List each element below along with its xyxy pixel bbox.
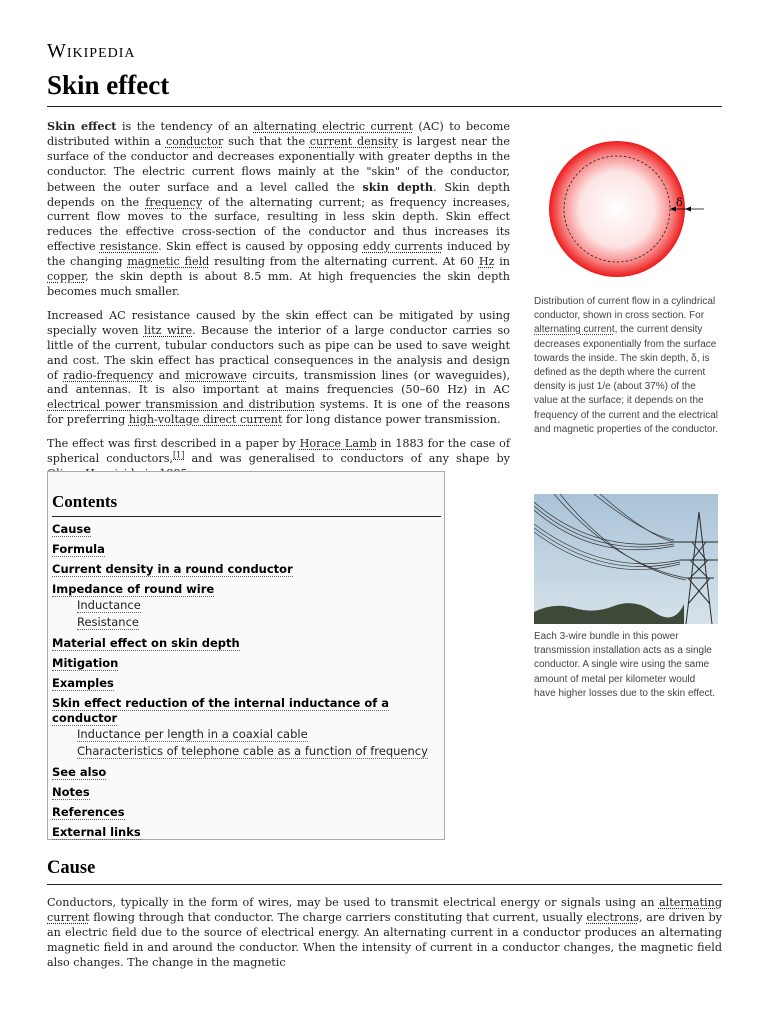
wiki-link[interactable]: electrons (586, 910, 639, 924)
wiki-link[interactable]: resistance (99, 240, 159, 254)
text-run: is the tendency of an (116, 120, 254, 133)
wiki-link[interactable]: alternating electric current (253, 120, 413, 133)
section-heading-cause: Cause (47, 858, 96, 878)
toc-item-label: Formula (52, 542, 105, 556)
text-run: in (494, 255, 510, 269)
conductor-cross-section-diagram[interactable] (534, 138, 718, 283)
text-run: flowing through that conductor. The charge carriers constituting that current, usually (89, 910, 587, 924)
toc-item-label: Examples (52, 676, 114, 690)
delta-label: δ (676, 196, 683, 209)
text-run: and (153, 368, 186, 382)
toc-item[interactable] (52, 522, 440, 537)
wiki-link[interactable]: copper (47, 270, 86, 284)
toc-item[interactable] (52, 636, 440, 651)
figure-caption-2 (534, 630, 718, 701)
skin-depth-figure (534, 138, 718, 437)
toc-item-label: Cause (52, 522, 92, 536)
text-run: in 1883 for the case of spherical conductors, (47, 437, 510, 466)
power-line-figure (534, 494, 718, 701)
cause-paragraph (47, 896, 722, 971)
toc-item[interactable] (52, 562, 440, 577)
toc-item-label: Mitigation (52, 656, 119, 670)
toc-item[interactable] (52, 726, 440, 743)
wiki-link[interactable]: alternating current (47, 896, 722, 924)
bold-term: Skin effect (47, 119, 117, 133)
text-run: such that the (223, 134, 310, 148)
text-run: , the current density decreases exponentially from the surface towards the inside. The skin depth, δ, is defined as the depth where the current density is just 1/e (about 37%) of the value at the surface; it depends on the frequency of the current and the electrical and magnetic properties of the conductor. (534, 324, 719, 435)
toc-item[interactable] (52, 656, 440, 671)
toc-item-label: Skin effect reduction of the internal inductance of a conductor (52, 696, 390, 725)
toc-item[interactable] (52, 696, 440, 726)
toc-item-label: External links (52, 825, 141, 839)
wikipedia-logo[interactable]: Wikipedia (47, 40, 136, 62)
text-run: and was generalised to conductors of any shape by (184, 452, 510, 466)
toc-item[interactable] (52, 542, 440, 557)
conductor-circle (549, 141, 685, 277)
wiki-link[interactable]: microwave (185, 368, 247, 382)
toc-item-label: See also (52, 765, 107, 779)
toc-item-label: Inductance per length in a coaxial cable (77, 727, 308, 741)
toc-item-label: Characteristics of telephone cable as a function of frequency (77, 744, 428, 758)
text-run: Distribution of current flow in a cylindrical conductor, shown in cross section. For (534, 296, 716, 322)
wiki-link[interactable]: alternating current (534, 324, 615, 336)
toc-item[interactable] (52, 743, 440, 760)
toc-item[interactable] (52, 676, 440, 691)
toc-item[interactable] (52, 614, 440, 631)
text-run: Each 3-wire bundle in this power transmission installation acts as a single conductor. A single wire using the same amount of metal per kilometer would have higher losses due to the skin effect. (534, 631, 716, 699)
citation-link[interactable]: [1] (173, 450, 185, 460)
toc-item[interactable] (52, 765, 440, 780)
toc-title: Contents (52, 492, 118, 511)
wiki-link[interactable]: conductor (165, 134, 224, 148)
text-run: (AC) to become distributed within a (47, 120, 511, 148)
wiki-link[interactable]: litz wire (143, 323, 193, 337)
title-divider (47, 106, 722, 107)
text-run: The effect was first described in a paper by (47, 437, 300, 451)
wiki-link[interactable]: frequency (145, 195, 203, 209)
toc-item-label: References (52, 805, 125, 819)
toc-item-label: Resistance (77, 615, 139, 629)
depth-arrow-head-right (685, 207, 691, 212)
section-divider (47, 884, 722, 885)
toc-item-label: Notes (52, 785, 90, 799)
text-run: , are driven by an electric field due to the source of electrical energy. An alternating current in a conductor produces an alternating magnetic field in and around the conductor. When the intensity of current in a conductor changes, the magnetic field also changes. The change in the magnetic (47, 910, 722, 969)
figure-caption-1 (534, 295, 718, 437)
toc-item[interactable] (52, 582, 440, 597)
article-intro (47, 119, 510, 491)
intro-paragraph-2 (47, 309, 510, 428)
bold-term: skin depth (362, 179, 434, 194)
wiki-link[interactable]: high-voltage direct current (128, 413, 283, 427)
toc-list (52, 522, 440, 840)
text-run: is largest near the surface of the conductor and decreases exponentially with greater depths in the conductor. The electric current flows mainly at the "skin" of the conductor, between the outer surface and a level called the (47, 134, 510, 194)
wiki-link[interactable]: eddy currents (362, 240, 443, 254)
text-run: systems. It is one of the reasons for preferring (47, 398, 510, 427)
toc-item[interactable] (52, 805, 440, 820)
power-line-photo[interactable] (534, 494, 718, 624)
wiki-link[interactable]: Hz (478, 255, 495, 269)
intro-paragraph-1 (47, 119, 510, 300)
page-title: Skin effect (47, 70, 170, 100)
text-run: induced by the changing (47, 240, 510, 269)
text-run: , the skin depth is about 8.5 mm. At high frequencies the skin depth becomes much smaller. (47, 270, 510, 298)
toc-divider (52, 516, 441, 517)
text-run: circuits, transmission lines (or waveguides), and antennas. It is also important at mains frequencies (50–60 Hz) in AC (47, 368, 510, 397)
toc-item-label: Current density in a round conductor (52, 562, 293, 576)
toc-item-label: Material effect on skin depth (52, 636, 240, 650)
wiki-link[interactable]: Horace Lamb (299, 437, 377, 451)
wiki-link[interactable]: magnetic field (127, 255, 210, 269)
toc-item[interactable] (52, 785, 440, 800)
toc-item[interactable] (52, 825, 440, 840)
wiki-link[interactable]: radio-frequency (63, 368, 154, 382)
text-run: of the alternating current; as frequency increases, current flow moves to the surface, resulting in less skin depth. Skin effect reduces the effective cross-section of the conductor and thus increases its effective (47, 195, 510, 254)
text-run: Conductors, typically in the form of wires, may be used to transmit electrical energy or signals using an (47, 896, 659, 909)
wiki-link[interactable]: electrical power transmission and distribution (47, 398, 315, 412)
text-run: . Skin depth depends on the (47, 180, 510, 209)
text-run: . Because the interior of a large conductor carries so little of the current, tubular conductors such as pipe can be used to save weight and cost. The skin effect has practical consequences in the analysis and design of (47, 323, 510, 382)
text-run: Increased AC resistance caused by the skin effect can be mitigated by using specially woven (47, 308, 510, 337)
toc-item-label: Inductance (77, 598, 141, 612)
text-run: resulting from the alternating current. At 60 (209, 255, 479, 269)
toc-item-label: Impedance of round wire (52, 582, 215, 596)
text-run: . Skin effect is caused by opposing (158, 240, 363, 254)
wiki-link[interactable]: current density (309, 134, 399, 148)
table-of-contents (47, 471, 445, 840)
toc-item[interactable] (52, 597, 440, 614)
text-run: for long distance power transmission. (282, 413, 501, 427)
